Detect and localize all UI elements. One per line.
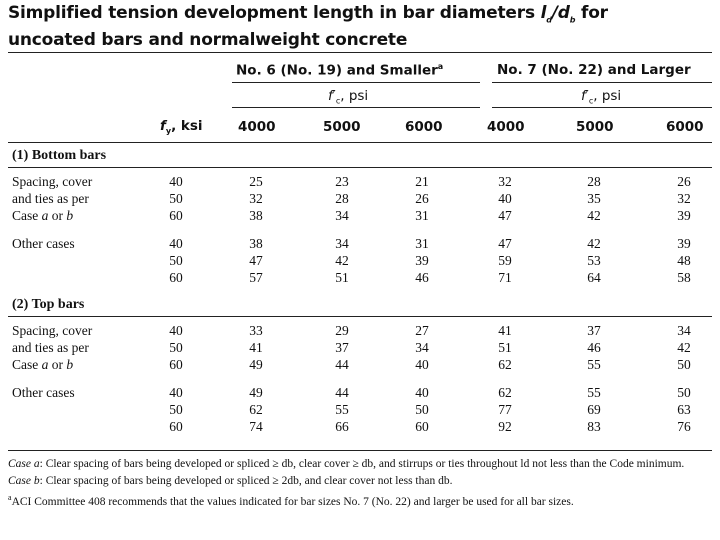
fc2-rule: [492, 107, 712, 108]
table-cell: 38: [249, 236, 263, 251]
column-header-3: 6000: [405, 119, 443, 135]
table-cell: 39: [677, 236, 691, 251]
fy-label: $f_y$, ksi: [160, 118, 203, 136]
table-cell: 64: [587, 270, 601, 285]
table-cell: 23: [335, 174, 349, 189]
table-cell: 46: [587, 340, 601, 355]
row-label: Other cases: [12, 236, 75, 251]
section-title-bottom-bars: (1) Bottom bars: [12, 148, 107, 163]
fy-cell: 40: [169, 385, 183, 400]
table-cell: 44: [335, 385, 349, 400]
table-cell: 47: [249, 253, 263, 268]
table-cell: 48: [677, 253, 691, 268]
table-cell: 33: [249, 323, 263, 338]
table-cell: 83: [587, 419, 601, 434]
row-label: Spacing, cover and ties as per Case a or b: [12, 323, 93, 372]
table-cell: 27: [415, 323, 429, 338]
table-cell: 51: [335, 270, 349, 285]
table-cell: 92: [498, 419, 512, 434]
table-cell: 63: [677, 402, 691, 417]
table-cell: 55: [335, 402, 349, 417]
table-cell: 21: [415, 174, 429, 189]
table-cell: 46: [415, 270, 429, 285]
row-label: Spacing, cover and ties as per Case a or b: [12, 174, 93, 223]
fy-cell: 40: [169, 236, 183, 251]
fy-cell: 50: [169, 253, 183, 268]
table-cell: 28: [587, 174, 601, 189]
table-cell: 37: [335, 340, 349, 355]
fy-cell: 60: [169, 208, 183, 223]
section-rule-2: [8, 316, 712, 317]
table-cell: 69: [587, 402, 601, 417]
table-cell: 50: [677, 357, 691, 372]
table-cell: 25: [249, 174, 263, 189]
section-rule-1: [8, 167, 712, 168]
table-title: [8, 3, 712, 51]
fy-cell: 50: [169, 191, 183, 206]
column-header-6: 6000: [666, 119, 704, 135]
table-cell: 35: [587, 191, 601, 206]
table-cell: 44: [335, 357, 349, 372]
table-cell: 34: [415, 340, 429, 355]
table-cell: 77: [498, 402, 512, 417]
table-cell: 50: [415, 402, 429, 417]
table-cell: 49: [249, 385, 263, 400]
table-cell: 40: [415, 385, 429, 400]
table-cell: 26: [415, 191, 429, 206]
table-cell: 58: [677, 270, 691, 285]
title-line1-suffix: for: [581, 3, 608, 23]
table-cell: 71: [498, 270, 512, 285]
fy-cell: 40: [169, 174, 183, 189]
table-cell: 50: [677, 385, 691, 400]
table-cell: 31: [415, 208, 429, 223]
fy-cell: 40: [169, 323, 183, 338]
group1-rule: [232, 82, 480, 83]
table-cell: 39: [677, 208, 691, 223]
table-cell: 34: [335, 208, 349, 223]
fy-cell: 60: [169, 357, 183, 372]
title-line1: Simplified tension development length in bar diameters: [8, 3, 535, 23]
table-cell: 26: [677, 174, 691, 189]
table-cell: 42: [587, 208, 601, 223]
fc-label-2: $f'_c$, psi: [581, 88, 622, 106]
table-cell: 47: [498, 236, 512, 251]
column-header-2: 5000: [323, 119, 361, 135]
table-cell: 51: [498, 340, 512, 355]
table-cell: 74: [249, 419, 263, 434]
note-case-a: Case a: Clear spacing of bars being developed or spliced ≥ db, clear cover ≥ db, and stirrups or ties throughout ld not less than the Code minimum.: [8, 458, 685, 470]
table-cell: 38: [249, 208, 263, 223]
title-symbol: $l_d/d_b$: [540, 3, 576, 25]
group2-header: No. 7 (No. 22) and Larger: [497, 62, 691, 78]
table-cell: 40: [415, 357, 429, 372]
table-cell: 42: [677, 340, 691, 355]
table-cell: 34: [335, 236, 349, 251]
fy-cell: 60: [169, 419, 183, 434]
table-cell: 42: [335, 253, 349, 268]
table-cell: 55: [587, 385, 601, 400]
column-header-1: 4000: [238, 119, 276, 135]
table-cell: 29: [335, 323, 349, 338]
fc1-rule: [232, 107, 480, 108]
table-cell: 32: [249, 191, 263, 206]
table-cell: 41: [498, 323, 512, 338]
table-cell: 76: [677, 419, 691, 434]
fc-label-1: $f'_c$, psi: [328, 88, 369, 106]
group2-rule: [492, 82, 712, 83]
table-cell: 66: [335, 419, 349, 434]
fy-cell: 60: [169, 270, 183, 285]
table-cell: 32: [677, 191, 691, 206]
table-cell: 60: [415, 419, 429, 434]
fy-cell: 50: [169, 402, 183, 417]
column-header-5: 5000: [576, 119, 614, 135]
column-header-4: 4000: [487, 119, 525, 135]
notes: [8, 456, 718, 511]
table-cell: 42: [587, 236, 601, 251]
table-cell: 62: [498, 357, 512, 372]
footnote: $^a$ACI Committee 408 recommends that the values indicated for bar sizes No. 7 (No. 22) and larger be used for all bar sizes.: [8, 493, 574, 508]
table-cell: 31: [415, 236, 429, 251]
table-cell: 37: [587, 323, 601, 338]
table-cell: 62: [498, 385, 512, 400]
top-rule: [8, 52, 712, 53]
table-cell: 39: [415, 253, 429, 268]
table-cell: 53: [587, 253, 601, 268]
bottom-rule: [8, 450, 712, 451]
row-label: Other cases: [12, 385, 75, 400]
table-cell: 55: [587, 357, 601, 372]
table-cell: 28: [335, 191, 349, 206]
table-cell: 41: [249, 340, 263, 355]
fy-cell: 50: [169, 340, 183, 355]
note-case-b: Case b: Clear spacing of bars being developed or spliced ≥ 2db, and clear cover not less than db.: [8, 475, 453, 487]
table-cell: 62: [249, 402, 263, 417]
title-line2: uncoated bars and normalweight concrete: [8, 30, 408, 51]
section-title-top-bars: (2) Top bars: [12, 297, 85, 312]
table-cell: 32: [498, 174, 512, 189]
table-cell: 49: [249, 357, 263, 372]
table-cell: 59: [498, 253, 512, 268]
table-cell: 34: [677, 323, 691, 338]
header-rule: [8, 142, 712, 143]
table-cell: 57: [249, 270, 263, 285]
table-cell: 47: [498, 208, 512, 223]
group1-header: No. 6 (No. 19) and Smaller$^a$: [236, 62, 444, 79]
table-cell: 40: [498, 191, 512, 206]
